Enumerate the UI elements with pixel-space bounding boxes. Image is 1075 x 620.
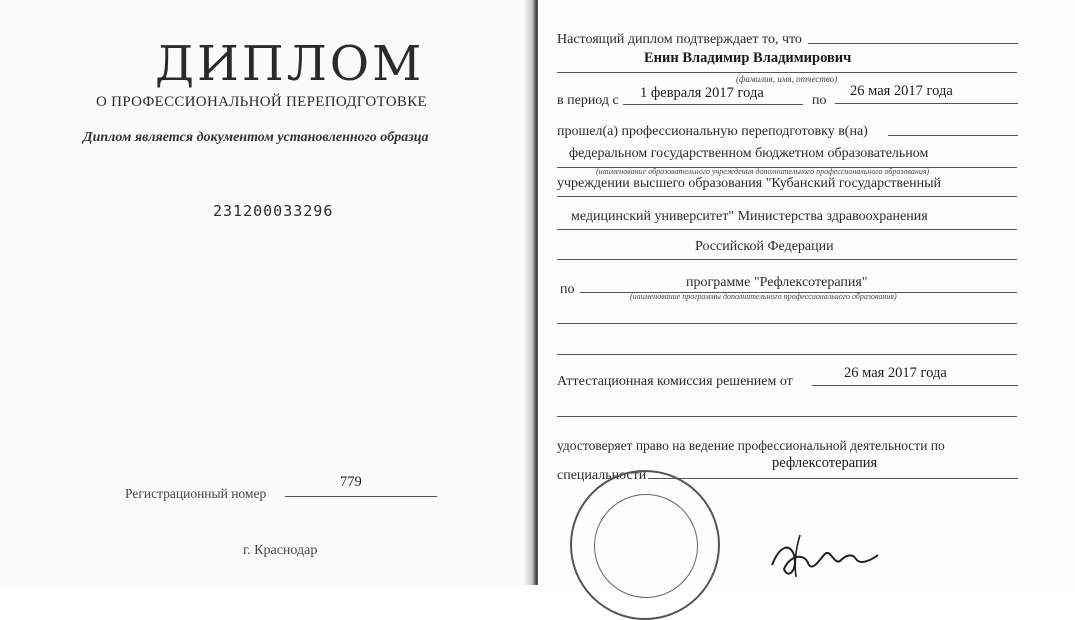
seal-emblem bbox=[594, 494, 698, 598]
specialty-value: рефлексотерапия bbox=[772, 455, 878, 471]
registration-underline bbox=[285, 496, 437, 497]
org-line-4-underline bbox=[557, 259, 1017, 260]
program-caption: (наименование программы дополнительного профессионального образования) bbox=[630, 292, 897, 301]
org-line-1: федеральном государственном бюджетном образовательном bbox=[569, 146, 929, 161]
registration-label: Регистрационный номер bbox=[125, 486, 267, 501]
specialty-underline bbox=[648, 478, 1018, 479]
period-to: 26 мая 2017 года bbox=[850, 83, 953, 99]
diploma-number: 231200033296 bbox=[213, 202, 334, 220]
registration-number: 779 bbox=[340, 474, 362, 490]
diploma-subtitle: О ПРОФЕССИОНАЛЬНОЙ ПЕРЕПОДГОТОВКЕ bbox=[96, 94, 427, 110]
commission-underline bbox=[812, 385, 1018, 386]
passed-underline bbox=[888, 135, 1018, 136]
org-line-3-underline bbox=[557, 229, 1017, 230]
official-seal bbox=[570, 470, 720, 620]
program-label: по bbox=[560, 282, 575, 297]
confirms-underline bbox=[808, 43, 1018, 44]
org-caption: (наименование образовательного учреждения дополнительного профессионального образования) bbox=[596, 167, 930, 176]
period-to-underline bbox=[835, 103, 1018, 104]
commission-label: Аттестационная комиссия решением от bbox=[557, 374, 793, 389]
period-from: 1 февраля 2017 года bbox=[640, 85, 764, 101]
name-underline bbox=[557, 72, 1017, 73]
commission-date: 26 мая 2017 года bbox=[844, 365, 947, 381]
period-to-label: по bbox=[812, 93, 827, 108]
program-name: программе "Рефлексотерапия" bbox=[686, 275, 868, 290]
recipient-name: Енин Владимир Владимирович bbox=[644, 50, 852, 66]
period-from-underline bbox=[623, 104, 803, 105]
name-caption: (фамилия, имя, отчество) bbox=[736, 74, 838, 84]
diploma-note: Диплом является документом установленного образца bbox=[83, 130, 429, 145]
org-line-3: медицинский университет" Министерства здравоохранения bbox=[571, 209, 928, 224]
confirms-text: Настоящий диплом подтверждает то, что bbox=[557, 32, 802, 47]
commission-extra-line bbox=[557, 416, 1017, 417]
org-line-2: учреждении высшего образования "Кубанский государственный bbox=[557, 176, 942, 191]
specialty-label: специальности bbox=[557, 468, 647, 483]
program-extra-line-1 bbox=[557, 323, 1017, 324]
certifies-text: удостоверяет право на ведение профессиональной деятельности по bbox=[557, 438, 945, 453]
org-line-2-underline bbox=[557, 196, 1017, 197]
city: г. Краснодар bbox=[243, 543, 318, 558]
signature bbox=[760, 525, 900, 585]
org-line-4: Российской Федерации bbox=[695, 239, 834, 254]
diploma-title: ДИПЛОМ bbox=[155, 36, 425, 92]
diploma-left-page bbox=[0, 0, 535, 585]
program-extra-line-2 bbox=[557, 354, 1017, 355]
period-label: в период с bbox=[557, 93, 619, 108]
passed-text: прошел(а) профессиональную переподготовку в(на) bbox=[557, 124, 868, 139]
